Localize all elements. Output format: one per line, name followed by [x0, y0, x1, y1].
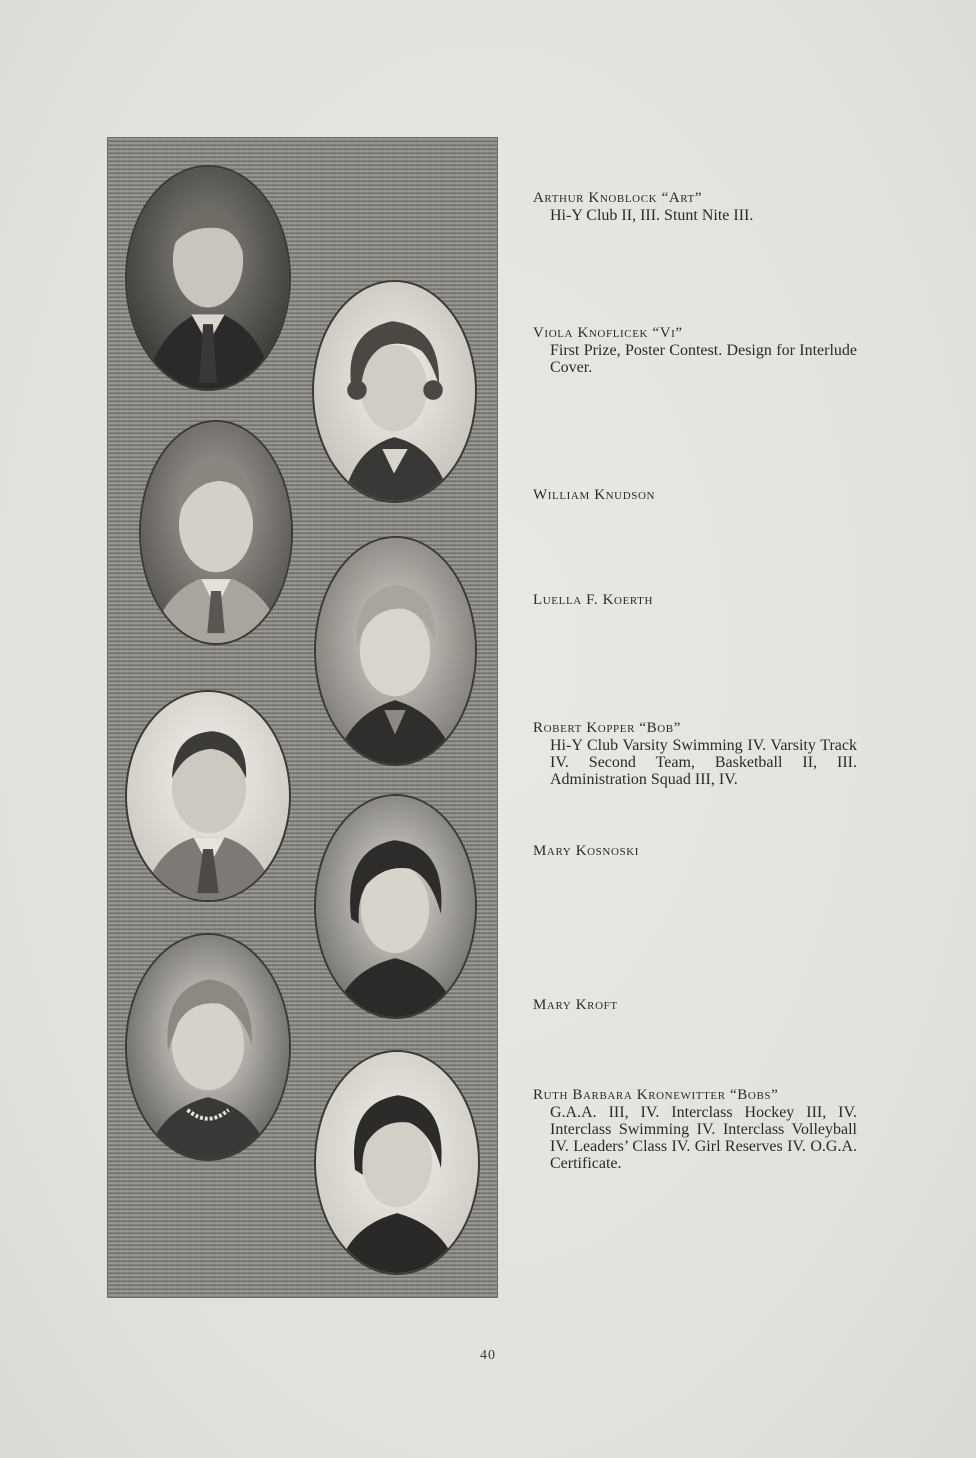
portrait-mary-kosnoski: [314, 794, 477, 1019]
entry-robert-kopper: [533, 720, 857, 788]
student-nickname: “Art”: [661, 190, 703, 206]
entry-luella-koerth: [533, 592, 857, 609]
student-name-text: Arthur Knoblock: [533, 190, 658, 206]
student-activities: G.A.A. III, IV. Interclass Hockey III, IV. Interclass Swimming IV. Interclass Volleyball IV. Leaders’ Class IV. Girl Reserves IV. O.G.A. Certificate.: [550, 1104, 857, 1172]
student-nickname: “Bob”: [639, 720, 681, 736]
student-name-text: Luella F. Koerth: [533, 592, 654, 608]
portrait-robert-kopper: [125, 690, 291, 902]
student-name: [533, 325, 857, 342]
photo-panel: [107, 137, 498, 1298]
student-activities: First Prize, Poster Contest. Design for Interlude Cover.: [550, 342, 857, 376]
student-name: [533, 720, 857, 737]
entry-mary-kosnoski: [533, 843, 857, 860]
student-nickname: “Bobs”: [730, 1087, 779, 1103]
student-name-text: Mary Kroft: [533, 997, 618, 1013]
student-name: [533, 487, 857, 504]
student-name-text: Mary Kosnoski: [533, 843, 640, 859]
student-name: [533, 1087, 857, 1104]
student-name-text: Viola Knoflicek: [533, 325, 649, 341]
portrait-ruth-kronewitter: [314, 1050, 480, 1275]
student-nickname: “Vi”: [652, 325, 683, 341]
entry-mary-kroft: [533, 997, 857, 1014]
entry-viola-knoflicek: [533, 325, 857, 376]
student-name-text: Robert Kopper: [533, 720, 636, 736]
entry-arthur-knoblock: [533, 190, 857, 224]
student-name-text: Ruth Barbara Kronewitter: [533, 1087, 726, 1103]
student-activities: Hi-Y Club Varsity Swimming IV. Varsity Track IV. Second Team, Basketball II, III. Administration Squad III, IV.: [550, 737, 857, 788]
portrait-william-knudson: [139, 420, 293, 645]
portrait-mary-kroft: [125, 933, 291, 1161]
entry-ruth-kronewitter: [533, 1087, 857, 1172]
student-name: [533, 843, 857, 860]
student-name: [533, 190, 857, 207]
portrait-viola-knoflicek: [312, 280, 477, 503]
portrait-arthur-knoblock: [125, 165, 291, 391]
student-name-text: William Knudson: [533, 487, 656, 503]
entry-william-knudson: [533, 487, 857, 504]
student-name: [533, 997, 857, 1014]
student-name: [533, 592, 857, 609]
portrait-luella-koerth: [314, 536, 477, 766]
page-number: 40: [480, 1348, 496, 1363]
student-activities: Hi-Y Club II, III. Stunt Nite III.: [550, 207, 754, 224]
